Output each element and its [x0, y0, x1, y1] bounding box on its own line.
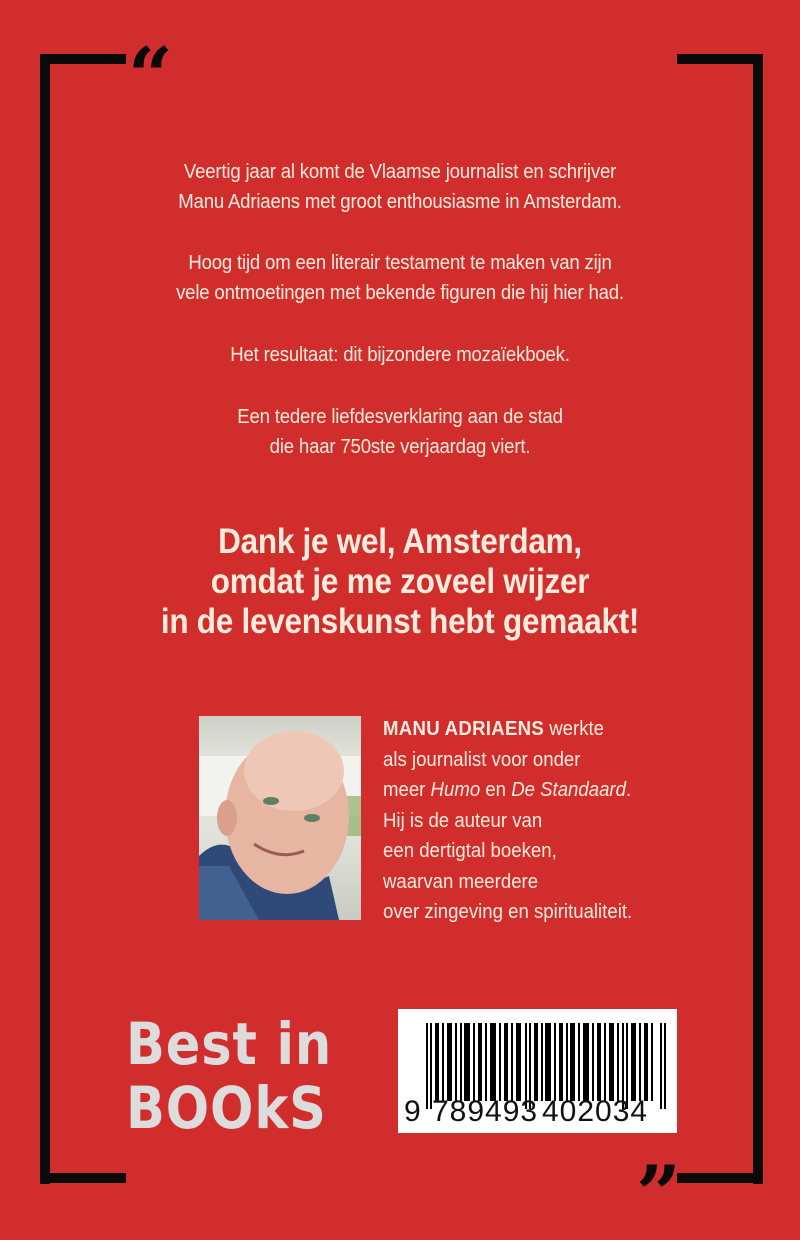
intro-paragraph-1: [121, 157, 679, 217]
tagline-line: in de levenskunst hebt gemaakt!: [160, 602, 640, 641]
frame-top-right-horizontal: [677, 54, 763, 64]
bio-line: over zingeving en spiritualiteit.: [383, 901, 633, 923]
bio-line: als journalist voor onder: [383, 748, 581, 771]
bio-text: .: [625, 779, 632, 801]
publication-de-standaard: De Standaard: [511, 779, 626, 801]
intro-line: die haar 750ste verjaardag viert.: [269, 436, 531, 458]
author-portrait-illustration: [199, 716, 361, 920]
bio-text: en: [480, 779, 512, 801]
intro-line: Veertig jaar al komt de Vlaamse journalist en schrijver: [183, 161, 617, 183]
barcode-first-digit: 9: [404, 1095, 421, 1128]
frame-top-left-horizontal: [40, 54, 126, 64]
intro-paragraph-3: [121, 340, 679, 370]
author-name: MANU ADRIAENS: [383, 718, 545, 740]
isbn-barcode: [398, 1009, 677, 1133]
bio-line: een dertigtal boeken,: [383, 840, 557, 862]
author-bio: [383, 714, 681, 928]
intro-line: Het resultaat: dit bijzondere mozaïekboek.: [230, 344, 570, 366]
intro-paragraph-4: [121, 402, 679, 462]
frame-right-vertical: [753, 54, 763, 1184]
bio-text: werkte: [544, 718, 605, 740]
frame-bottom-right-horizontal: [677, 1173, 763, 1183]
intro-line: vele ontmoetingen met bekende figuren die hij hier had.: [176, 282, 624, 304]
barcode-left-group: 789493: [432, 1095, 539, 1128]
bio-line: [383, 775, 681, 806]
frame-bottom-left-horizontal: [40, 1173, 126, 1183]
publisher-logo: [126, 1010, 333, 1142]
frame-left-vertical: [40, 54, 50, 1184]
tagline-line: omdat je me zoveel wijzer: [210, 562, 590, 601]
bio-line: Hij is de auteur van: [383, 809, 543, 832]
tagline: [130, 522, 670, 642]
author-photo: [199, 716, 361, 920]
intro-line: Een tedere liefdesverklaring aan de stad: [237, 406, 563, 428]
intro-paragraph-2: [121, 248, 679, 308]
barcode-right-group: 402034: [542, 1095, 649, 1128]
logo-line-2: BOOkS: [126, 1074, 327, 1142]
intro-line: Hoog tijd om een literair testament te maken van zijn: [188, 252, 612, 274]
logo-line-1: Best in: [126, 1010, 333, 1078]
tagline-line: Dank je wel, Amsterdam,: [218, 522, 582, 561]
open-quote-icon: “: [128, 31, 167, 122]
bio-line: [383, 714, 681, 745]
bio-text: meer: [383, 779, 431, 801]
close-quote-icon: ”: [636, 1149, 675, 1240]
publication-humo: Humo: [430, 779, 481, 801]
bio-line: waarvan meerdere: [383, 870, 539, 893]
intro-line: Manu Adriaens met groot enthousiasme in Amsterdam.: [178, 191, 622, 213]
